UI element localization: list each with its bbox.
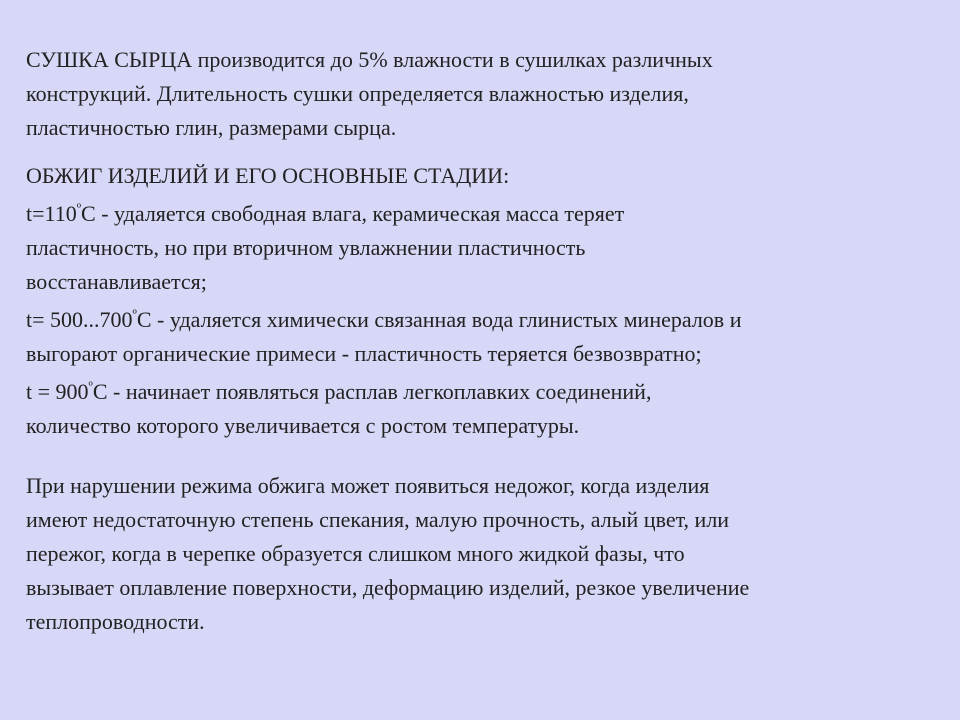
drying-paragraph (26, 43, 926, 145)
violation-line: теплопроводности. (26, 609, 205, 634)
slide-content (26, 43, 926, 639)
drying-line: конструкций. Длительность сушки определяется влажностью изделия, (26, 81, 689, 106)
stage-temperature: t= 500...700 (26, 307, 133, 332)
stage-line: пластичность, но при вторичном увлажнении пластичность (26, 235, 586, 260)
firing-stage-900 (26, 371, 926, 443)
firing-stage-110 (26, 193, 926, 299)
stage-line: выгорают органические примеси - пластичность теряется безвозвратно; (26, 341, 702, 366)
violation-line: вызывает оплавление поверхности, деформацию изделий, резкое увеличение (26, 575, 750, 600)
stage-line (26, 193, 926, 231)
degree-symbol: º (88, 380, 93, 395)
firing-stage-500-700 (26, 299, 926, 371)
drying-line: СУШКА СЫРЦА производится до 5% влажности в сушилках различных (26, 47, 713, 72)
degree-symbol: º (76, 202, 82, 217)
degree-symbol: º (132, 308, 137, 323)
stage-line (26, 371, 926, 409)
violation-line: пережог, когда в черепке образуется слишком много жидкой фазы, что (26, 541, 685, 566)
stage-text: С - начинает появляться расплав легкоплавких соединений, (92, 379, 652, 404)
stage-temperature: t=110 (26, 201, 77, 226)
stage-line (26, 299, 926, 337)
violation-line: При нарушении режима обжига может появиться недожог, когда изделия (26, 473, 710, 498)
violation-line: имеют недостаточную степень спекания, малую прочность, алый цвет, или (26, 507, 730, 532)
drying-line: пластичностью глин, размерами сырца. (26, 115, 397, 140)
stage-line: восстанавливается; (26, 269, 207, 294)
stage-line: количество которого увеличивается с ростом температуры. (26, 413, 580, 438)
stage-text: С - удаляется свободная влага, керамическая масса теряет (81, 201, 625, 226)
stage-temperature: t = 900 (26, 379, 89, 404)
stage-text: С - удаляется химически связанная вода глинистых минералов и (136, 307, 742, 332)
firing-heading: ОБЖИГ ИЗДЕЛИЙ И ЕГО ОСНОВНЫЕ СТАДИИ: (26, 163, 510, 188)
violation-paragraph (26, 469, 926, 639)
